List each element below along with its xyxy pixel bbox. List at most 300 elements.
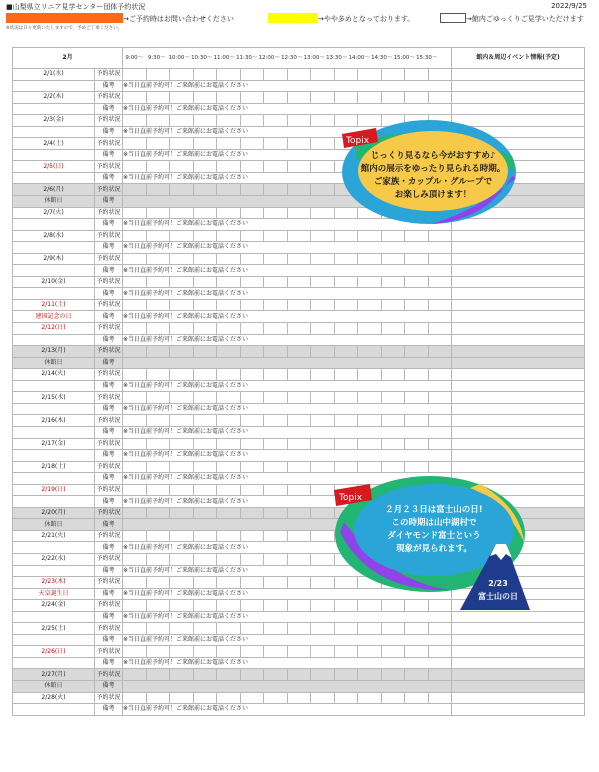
time-slot-cell[interactable] xyxy=(240,415,264,427)
time-slot-cell[interactable] xyxy=(264,392,288,404)
time-slot-cell[interactable] xyxy=(240,392,264,404)
time-slot-cell[interactable] xyxy=(193,299,217,311)
time-slot-cell[interactable] xyxy=(170,346,194,358)
time-slot-cell[interactable] xyxy=(240,184,264,196)
time-slot-cell[interactable] xyxy=(123,230,147,242)
time-slot-cell[interactable] xyxy=(240,299,264,311)
time-slot-cell[interactable] xyxy=(123,207,147,219)
time-slot-cell[interactable] xyxy=(264,92,288,104)
time-slot-cell[interactable] xyxy=(381,369,405,381)
time-slot-cell[interactable] xyxy=(123,692,147,704)
time-slot-cell[interactable] xyxy=(311,392,335,404)
time-slot-cell[interactable] xyxy=(170,115,194,127)
time-slot-cell[interactable] xyxy=(287,253,311,265)
time-slot-cell[interactable] xyxy=(240,323,264,335)
time-slot-cell[interactable] xyxy=(405,415,429,427)
time-slot-cell[interactable] xyxy=(193,69,217,81)
time-slot-cell[interactable] xyxy=(240,115,264,127)
time-slot-cell[interactable] xyxy=(217,484,241,496)
time-slot-cell[interactable] xyxy=(381,646,405,658)
time-slot-cell[interactable] xyxy=(287,69,311,81)
time-slot-cell[interactable] xyxy=(240,553,264,565)
time-slot-cell[interactable] xyxy=(170,299,194,311)
time-slot-cell[interactable] xyxy=(381,623,405,635)
time-slot-cell[interactable] xyxy=(240,207,264,219)
time-slot-cell[interactable] xyxy=(311,230,335,242)
time-slot-cell[interactable] xyxy=(358,415,382,427)
time-slot-cell[interactable] xyxy=(264,553,288,565)
time-slot-cell[interactable] xyxy=(193,507,217,519)
time-slot-cell[interactable] xyxy=(287,530,311,542)
time-slot-cell[interactable] xyxy=(217,669,241,681)
time-slot-cell[interactable] xyxy=(240,646,264,658)
time-slot-cell[interactable] xyxy=(193,530,217,542)
time-slot-cell[interactable] xyxy=(428,392,452,404)
time-slot-cell[interactable] xyxy=(240,346,264,358)
time-slot-cell[interactable] xyxy=(264,69,288,81)
time-slot-cell[interactable] xyxy=(193,253,217,265)
time-slot-cell[interactable] xyxy=(123,669,147,681)
time-slot-cell[interactable] xyxy=(146,415,170,427)
time-slot-cell[interactable] xyxy=(287,92,311,104)
time-slot-cell[interactable] xyxy=(334,92,358,104)
time-slot-cell[interactable] xyxy=(240,92,264,104)
time-slot-cell[interactable] xyxy=(193,115,217,127)
time-slot-cell[interactable] xyxy=(146,577,170,589)
time-slot-cell[interactable] xyxy=(428,69,452,81)
time-slot-cell[interactable] xyxy=(217,461,241,473)
time-slot-cell[interactable] xyxy=(146,92,170,104)
time-slot-cell[interactable] xyxy=(146,161,170,173)
time-slot-cell[interactable] xyxy=(311,207,335,219)
time-slot-cell[interactable] xyxy=(193,692,217,704)
time-slot-cell[interactable] xyxy=(287,299,311,311)
time-slot-cell[interactable] xyxy=(217,69,241,81)
time-slot-cell[interactable] xyxy=(334,415,358,427)
time-slot-cell[interactable] xyxy=(405,669,429,681)
time-slot-cell[interactable] xyxy=(311,138,335,150)
time-slot-cell[interactable] xyxy=(240,692,264,704)
time-slot-cell[interactable] xyxy=(334,346,358,358)
time-slot-cell[interactable] xyxy=(123,92,147,104)
time-slot-cell[interactable] xyxy=(264,438,288,450)
time-slot-cell[interactable] xyxy=(123,346,147,358)
time-slot-cell[interactable] xyxy=(264,276,288,288)
time-slot-cell[interactable] xyxy=(428,461,452,473)
time-slot-cell[interactable] xyxy=(170,438,194,450)
time-slot-cell[interactable] xyxy=(264,600,288,612)
time-slot-cell[interactable] xyxy=(193,276,217,288)
time-slot-cell[interactable] xyxy=(334,623,358,635)
time-slot-cell[interactable] xyxy=(217,207,241,219)
time-slot-cell[interactable] xyxy=(311,276,335,288)
time-slot-cell[interactable] xyxy=(217,415,241,427)
time-slot-cell[interactable] xyxy=(381,299,405,311)
time-slot-cell[interactable] xyxy=(123,369,147,381)
time-slot-cell[interactable] xyxy=(334,276,358,288)
time-slot-cell[interactable] xyxy=(170,184,194,196)
time-slot-cell[interactable] xyxy=(428,276,452,288)
time-slot-cell[interactable] xyxy=(334,230,358,242)
time-slot-cell[interactable] xyxy=(358,69,382,81)
time-slot-cell[interactable] xyxy=(264,207,288,219)
time-slot-cell[interactable] xyxy=(146,276,170,288)
time-slot-cell[interactable] xyxy=(334,69,358,81)
time-slot-cell[interactable] xyxy=(193,623,217,635)
time-slot-cell[interactable] xyxy=(287,507,311,519)
time-slot-cell[interactable] xyxy=(311,115,335,127)
time-slot-cell[interactable] xyxy=(381,392,405,404)
time-slot-cell[interactable] xyxy=(146,692,170,704)
time-slot-cell[interactable] xyxy=(428,369,452,381)
time-slot-cell[interactable] xyxy=(358,299,382,311)
time-slot-cell[interactable] xyxy=(217,623,241,635)
time-slot-cell[interactable] xyxy=(217,184,241,196)
time-slot-cell[interactable] xyxy=(405,461,429,473)
time-slot-cell[interactable] xyxy=(217,138,241,150)
time-slot-cell[interactable] xyxy=(334,369,358,381)
time-slot-cell[interactable] xyxy=(170,69,194,81)
time-slot-cell[interactable] xyxy=(170,207,194,219)
time-slot-cell[interactable] xyxy=(405,323,429,335)
time-slot-cell[interactable] xyxy=(311,69,335,81)
time-slot-cell[interactable] xyxy=(193,92,217,104)
time-slot-cell[interactable] xyxy=(146,553,170,565)
time-slot-cell[interactable] xyxy=(146,323,170,335)
time-slot-cell[interactable] xyxy=(170,138,194,150)
time-slot-cell[interactable] xyxy=(311,161,335,173)
time-slot-cell[interactable] xyxy=(146,669,170,681)
time-slot-cell[interactable] xyxy=(287,669,311,681)
time-slot-cell[interactable] xyxy=(358,692,382,704)
time-slot-cell[interactable] xyxy=(311,299,335,311)
time-slot-cell[interactable] xyxy=(428,692,452,704)
time-slot-cell[interactable] xyxy=(311,184,335,196)
time-slot-cell[interactable] xyxy=(287,392,311,404)
time-slot-cell[interactable] xyxy=(358,461,382,473)
time-slot-cell[interactable] xyxy=(311,623,335,635)
time-slot-cell[interactable] xyxy=(287,161,311,173)
time-slot-cell[interactable] xyxy=(287,553,311,565)
time-slot-cell[interactable] xyxy=(193,138,217,150)
time-slot-cell[interactable] xyxy=(428,623,452,635)
time-slot-cell[interactable] xyxy=(146,346,170,358)
time-slot-cell[interactable] xyxy=(287,323,311,335)
time-slot-cell[interactable] xyxy=(123,138,147,150)
time-slot-cell[interactable] xyxy=(287,230,311,242)
time-slot-cell[interactable] xyxy=(217,438,241,450)
time-slot-cell[interactable] xyxy=(240,577,264,589)
time-slot-cell[interactable] xyxy=(311,346,335,358)
time-slot-cell[interactable] xyxy=(358,646,382,658)
time-slot-cell[interactable] xyxy=(193,438,217,450)
time-slot-cell[interactable] xyxy=(123,646,147,658)
time-slot-cell[interactable] xyxy=(287,415,311,427)
time-slot-cell[interactable] xyxy=(334,646,358,658)
time-slot-cell[interactable] xyxy=(311,323,335,335)
time-slot-cell[interactable] xyxy=(146,69,170,81)
time-slot-cell[interactable] xyxy=(193,415,217,427)
time-slot-cell[interactable] xyxy=(123,530,147,542)
time-slot-cell[interactable] xyxy=(264,692,288,704)
time-slot-cell[interactable] xyxy=(428,415,452,427)
time-slot-cell[interactable] xyxy=(170,600,194,612)
time-slot-cell[interactable] xyxy=(381,253,405,265)
time-slot-cell[interactable] xyxy=(405,438,429,450)
time-slot-cell[interactable] xyxy=(217,92,241,104)
time-slot-cell[interactable] xyxy=(405,253,429,265)
time-slot-cell[interactable] xyxy=(264,484,288,496)
time-slot-cell[interactable] xyxy=(264,115,288,127)
time-slot-cell[interactable] xyxy=(123,69,147,81)
time-slot-cell[interactable] xyxy=(287,346,311,358)
time-slot-cell[interactable] xyxy=(264,184,288,196)
time-slot-cell[interactable] xyxy=(287,461,311,473)
time-slot-cell[interactable] xyxy=(193,600,217,612)
time-slot-cell[interactable] xyxy=(428,346,452,358)
time-slot-cell[interactable] xyxy=(358,92,382,104)
time-slot-cell[interactable] xyxy=(311,646,335,658)
time-slot-cell[interactable] xyxy=(381,692,405,704)
time-slot-cell[interactable] xyxy=(358,623,382,635)
time-slot-cell[interactable] xyxy=(123,184,147,196)
time-slot-cell[interactable] xyxy=(358,346,382,358)
time-slot-cell[interactable] xyxy=(240,530,264,542)
time-slot-cell[interactable] xyxy=(264,461,288,473)
time-slot-cell[interactable] xyxy=(146,392,170,404)
time-slot-cell[interactable] xyxy=(334,253,358,265)
time-slot-cell[interactable] xyxy=(217,369,241,381)
time-slot-cell[interactable] xyxy=(146,230,170,242)
time-slot-cell[interactable] xyxy=(311,369,335,381)
time-slot-cell[interactable] xyxy=(264,415,288,427)
time-slot-cell[interactable] xyxy=(240,623,264,635)
time-slot-cell[interactable] xyxy=(123,461,147,473)
time-slot-cell[interactable] xyxy=(311,253,335,265)
time-slot-cell[interactable] xyxy=(381,276,405,288)
time-slot-cell[interactable] xyxy=(381,346,405,358)
time-slot-cell[interactable] xyxy=(193,461,217,473)
time-slot-cell[interactable] xyxy=(358,323,382,335)
time-slot-cell[interactable] xyxy=(405,623,429,635)
time-slot-cell[interactable] xyxy=(217,276,241,288)
time-slot-cell[interactable] xyxy=(146,207,170,219)
time-slot-cell[interactable] xyxy=(217,692,241,704)
time-slot-cell[interactable] xyxy=(123,253,147,265)
time-slot-cell[interactable] xyxy=(358,438,382,450)
time-slot-cell[interactable] xyxy=(146,438,170,450)
time-slot-cell[interactable] xyxy=(146,530,170,542)
time-slot-cell[interactable] xyxy=(381,230,405,242)
time-slot-cell[interactable] xyxy=(217,600,241,612)
time-slot-cell[interactable] xyxy=(287,646,311,658)
time-slot-cell[interactable] xyxy=(287,207,311,219)
time-slot-cell[interactable] xyxy=(334,392,358,404)
time-slot-cell[interactable] xyxy=(123,415,147,427)
time-slot-cell[interactable] xyxy=(146,461,170,473)
time-slot-cell[interactable] xyxy=(264,646,288,658)
time-slot-cell[interactable] xyxy=(170,230,194,242)
time-slot-cell[interactable] xyxy=(193,392,217,404)
time-slot-cell[interactable] xyxy=(358,392,382,404)
time-slot-cell[interactable] xyxy=(217,253,241,265)
time-slot-cell[interactable] xyxy=(193,669,217,681)
time-slot-cell[interactable] xyxy=(240,253,264,265)
time-slot-cell[interactable] xyxy=(428,646,452,658)
time-slot-cell[interactable] xyxy=(217,299,241,311)
time-slot-cell[interactable] xyxy=(240,507,264,519)
time-slot-cell[interactable] xyxy=(381,415,405,427)
time-slot-cell[interactable] xyxy=(405,369,429,381)
time-slot-cell[interactable] xyxy=(217,553,241,565)
time-slot-cell[interactable] xyxy=(193,577,217,589)
time-slot-cell[interactable] xyxy=(217,323,241,335)
time-slot-cell[interactable] xyxy=(170,623,194,635)
time-slot-cell[interactable] xyxy=(193,323,217,335)
time-slot-cell[interactable] xyxy=(381,669,405,681)
time-slot-cell[interactable] xyxy=(146,369,170,381)
time-slot-cell[interactable] xyxy=(428,253,452,265)
time-slot-cell[interactable] xyxy=(264,161,288,173)
time-slot-cell[interactable] xyxy=(428,669,452,681)
time-slot-cell[interactable] xyxy=(170,92,194,104)
time-slot-cell[interactable] xyxy=(334,669,358,681)
time-slot-cell[interactable] xyxy=(123,299,147,311)
time-slot-cell[interactable] xyxy=(123,507,147,519)
time-slot-cell[interactable] xyxy=(358,669,382,681)
time-slot-cell[interactable] xyxy=(428,323,452,335)
time-slot-cell[interactable] xyxy=(381,461,405,473)
time-slot-cell[interactable] xyxy=(123,161,147,173)
time-slot-cell[interactable] xyxy=(264,299,288,311)
time-slot-cell[interactable] xyxy=(170,530,194,542)
time-slot-cell[interactable] xyxy=(146,600,170,612)
time-slot-cell[interactable] xyxy=(264,530,288,542)
time-slot-cell[interactable] xyxy=(381,323,405,335)
time-slot-cell[interactable] xyxy=(193,161,217,173)
time-slot-cell[interactable] xyxy=(287,184,311,196)
time-slot-cell[interactable] xyxy=(193,207,217,219)
time-slot-cell[interactable] xyxy=(170,161,194,173)
time-slot-cell[interactable] xyxy=(193,646,217,658)
time-slot-cell[interactable] xyxy=(334,461,358,473)
time-slot-cell[interactable] xyxy=(170,392,194,404)
time-slot-cell[interactable] xyxy=(217,577,241,589)
time-slot-cell[interactable] xyxy=(123,392,147,404)
time-slot-cell[interactable] xyxy=(311,461,335,473)
time-slot-cell[interactable] xyxy=(217,115,241,127)
time-slot-cell[interactable] xyxy=(170,253,194,265)
time-slot-cell[interactable] xyxy=(428,438,452,450)
time-slot-cell[interactable] xyxy=(240,138,264,150)
time-slot-cell[interactable] xyxy=(405,646,429,658)
time-slot-cell[interactable] xyxy=(170,553,194,565)
time-slot-cell[interactable] xyxy=(123,323,147,335)
time-slot-cell[interactable] xyxy=(170,461,194,473)
time-slot-cell[interactable] xyxy=(217,161,241,173)
time-slot-cell[interactable] xyxy=(123,276,147,288)
time-slot-cell[interactable] xyxy=(428,92,452,104)
time-slot-cell[interactable] xyxy=(358,253,382,265)
time-slot-cell[interactable] xyxy=(123,484,147,496)
time-slot-cell[interactable] xyxy=(334,438,358,450)
time-slot-cell[interactable] xyxy=(264,346,288,358)
time-slot-cell[interactable] xyxy=(311,669,335,681)
time-slot-cell[interactable] xyxy=(240,230,264,242)
time-slot-cell[interactable] xyxy=(146,646,170,658)
time-slot-cell[interactable] xyxy=(287,115,311,127)
time-slot-cell[interactable] xyxy=(193,346,217,358)
time-slot-cell[interactable] xyxy=(123,623,147,635)
time-slot-cell[interactable] xyxy=(146,138,170,150)
time-slot-cell[interactable] xyxy=(287,623,311,635)
time-slot-cell[interactable] xyxy=(264,323,288,335)
time-slot-cell[interactable] xyxy=(217,646,241,658)
time-slot-cell[interactable] xyxy=(405,230,429,242)
time-slot-cell[interactable] xyxy=(311,415,335,427)
time-slot-cell[interactable] xyxy=(193,184,217,196)
time-slot-cell[interactable] xyxy=(287,577,311,589)
time-slot-cell[interactable] xyxy=(170,646,194,658)
time-slot-cell[interactable] xyxy=(358,276,382,288)
time-slot-cell[interactable] xyxy=(264,230,288,242)
time-slot-cell[interactable] xyxy=(217,530,241,542)
time-slot-cell[interactable] xyxy=(358,230,382,242)
time-slot-cell[interactable] xyxy=(405,692,429,704)
time-slot-cell[interactable] xyxy=(123,438,147,450)
time-slot-cell[interactable] xyxy=(146,484,170,496)
time-slot-cell[interactable] xyxy=(287,484,311,496)
time-slot-cell[interactable] xyxy=(146,507,170,519)
time-slot-cell[interactable] xyxy=(264,138,288,150)
time-slot-cell[interactable] xyxy=(264,253,288,265)
time-slot-cell[interactable] xyxy=(287,138,311,150)
time-slot-cell[interactable] xyxy=(264,669,288,681)
time-slot-cell[interactable] xyxy=(123,577,147,589)
time-slot-cell[interactable] xyxy=(170,369,194,381)
time-slot-cell[interactable] xyxy=(146,115,170,127)
time-slot-cell[interactable] xyxy=(428,230,452,242)
time-slot-cell[interactable] xyxy=(334,299,358,311)
time-slot-cell[interactable] xyxy=(405,299,429,311)
time-slot-cell[interactable] xyxy=(240,276,264,288)
time-slot-cell[interactable] xyxy=(217,230,241,242)
time-slot-cell[interactable] xyxy=(405,276,429,288)
time-slot-cell[interactable] xyxy=(405,69,429,81)
time-slot-cell[interactable] xyxy=(311,92,335,104)
time-slot-cell[interactable] xyxy=(146,299,170,311)
time-slot-cell[interactable] xyxy=(170,692,194,704)
time-slot-cell[interactable] xyxy=(240,161,264,173)
time-slot-cell[interactable] xyxy=(240,369,264,381)
time-slot-cell[interactable] xyxy=(123,600,147,612)
time-slot-cell[interactable] xyxy=(240,69,264,81)
time-slot-cell[interactable] xyxy=(193,553,217,565)
time-slot-cell[interactable] xyxy=(334,692,358,704)
time-slot-cell[interactable] xyxy=(264,623,288,635)
time-slot-cell[interactable] xyxy=(217,392,241,404)
time-slot-cell[interactable] xyxy=(170,507,194,519)
time-slot-cell[interactable] xyxy=(381,438,405,450)
time-slot-cell[interactable] xyxy=(146,623,170,635)
time-slot-cell[interactable] xyxy=(123,115,147,127)
time-slot-cell[interactable] xyxy=(170,484,194,496)
time-slot-cell[interactable] xyxy=(287,600,311,612)
time-slot-cell[interactable] xyxy=(287,369,311,381)
time-slot-cell[interactable] xyxy=(381,69,405,81)
time-slot-cell[interactable] xyxy=(170,276,194,288)
time-slot-cell[interactable] xyxy=(240,461,264,473)
